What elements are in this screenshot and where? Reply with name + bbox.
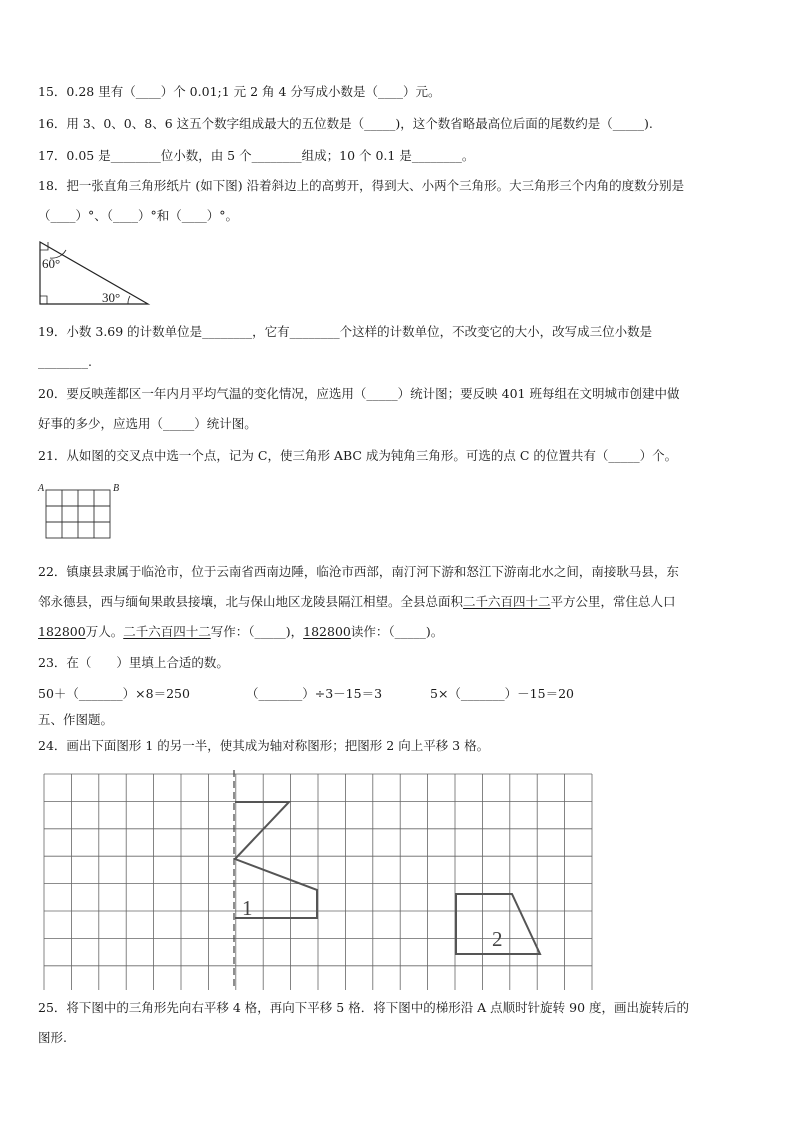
q23-equation-2: （_______）÷3－15＝3 — [246, 686, 383, 701]
question-16: 16．用 3、0、0、8、6 这五个数字组成最大的五位数是（_____)，这个数省略最高位后面的尾数约是（_____). — [38, 116, 653, 131]
question-21: 21．从如图的交叉点中选一个点，记为 C，使三角形 ABC 成为钝角三角形。可选的点 C 的位置共有（_____）个。 — [38, 448, 678, 463]
q22-text-b: 写作：（_____)， — [210, 624, 304, 639]
q22-population-2: 182800 — [303, 624, 351, 639]
question-22-line-3 — [38, 624, 443, 640]
angle-30-label: 30° — [102, 290, 121, 305]
question-17: 17．0.05 是________位小数，由 5 个________组成；10 个 0.1 是________。 — [38, 148, 475, 163]
q22-text-a: 万人。 — [85, 624, 124, 639]
question-18-line-2: （____）°、（____）°和（____）°。 — [38, 208, 239, 223]
question-22-line-1: 22．镇康县隶属于临沧市，位于云南省西南边陲，临沧市西部，南汀河下游和怒江下游南北水之间，南接耿马县，东 — [38, 564, 679, 579]
question-22-line-2 — [38, 594, 676, 610]
question-20-line-2: 好事的多少，应选用（_____）统计图。 — [38, 416, 257, 431]
question-24: 24．画出下面图形 1 的另一半，使其成为轴对称图形；把图形 2 向上平移 3 格。 — [38, 738, 490, 753]
question-20-line-1: 20．要反映莲都区一年内月平均气温的变化情况，应选用（_____）统计图；要反映 401 班每组在文明城市创建中做 — [38, 386, 680, 401]
q22-area-words-2: 二千六百四十二 — [123, 624, 211, 639]
q23-equation-1: 50＋（_______）×8＝250 — [38, 686, 190, 701]
question-18-line-1: 18．把一张直角三角形纸片 (如下图) 沿着斜边上的高剪开，得到大、小两个三角形。大三角形三个内角的度数分别是 — [38, 178, 685, 193]
point-a-label: A — [38, 483, 45, 494]
q22-population: 182800 — [38, 624, 86, 639]
q22-text-end: 平方公里，常住总人口 — [550, 594, 676, 609]
figure-1-label: 1 — [242, 896, 253, 920]
q22-area-words: 二千六百四十二 — [463, 594, 551, 609]
question-23: 23．在（ ）里填上合适的数。 — [38, 655, 229, 670]
q22-text-c: 读作：（_____)。 — [350, 624, 444, 639]
question-25-line-1: 25．将下图中的三角形先向右平移 4 格，再向下平移 5 格．将下图中的梯形沿 A 点顺时针旋转 90 度，画出旋转后的 — [38, 1000, 690, 1015]
right-triangle-figure — [36, 238, 154, 308]
figure-2-label: 2 — [492, 927, 503, 951]
question-19-line-1: 19．小数 3.69 的计数单位是________，它有________个这样的计数单位，不改变它的大小，改写成三位小数是 — [38, 324, 653, 339]
question-15: 15．0.28 里有（____）个 0.01;1 元 2 角 4 分写成小数是（____）元。 — [38, 84, 441, 99]
question-25-line-2: 图形. — [38, 1030, 67, 1045]
section-heading: 五、作图题。 — [38, 712, 114, 727]
grid-ab-figure — [36, 480, 128, 544]
angle-60-label: 60° — [42, 256, 61, 271]
q23-equation-3: 5×（_______）－15＝20 — [430, 686, 574, 701]
question-19-line-2: ________. — [38, 354, 92, 369]
q22-text: 邻永德县，西与缅甸果敢县接壤，北与保山地区龙陵县隔江相望。全县总面积 — [38, 594, 464, 609]
drawing-grid-figure — [40, 770, 604, 990]
point-b-label: B — [113, 483, 120, 494]
